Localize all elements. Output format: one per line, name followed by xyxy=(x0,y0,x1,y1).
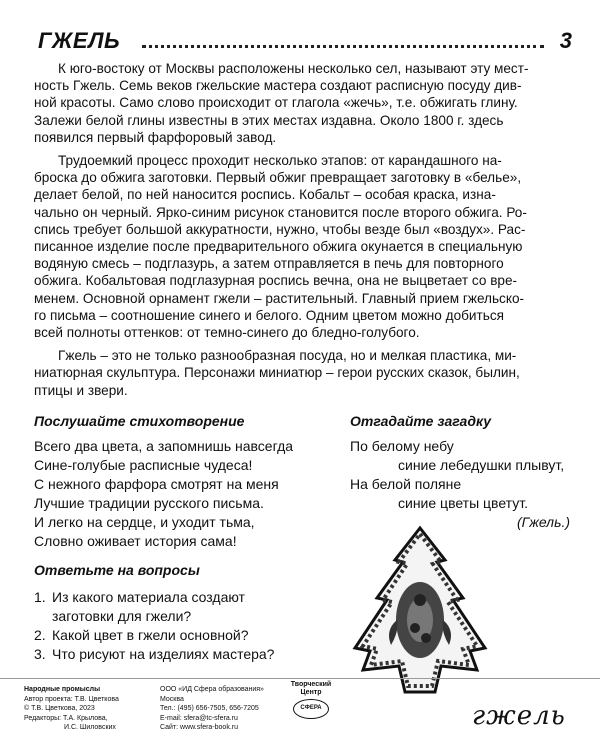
script-title: гжель xyxy=(472,701,566,731)
question-text xyxy=(52,588,245,626)
text-line: го письма – соотношение синего и белого. Одним цветом можно добиться xyxy=(34,307,504,323)
text-line: спись требует большой аккуратности, нужно, чтобы везде был «воздух». Рас- xyxy=(34,221,526,237)
footer-publisher xyxy=(160,685,264,733)
riddle-line: На белой поляне xyxy=(350,476,462,492)
page-title: ГЖЕЛЬ xyxy=(38,28,121,53)
question-line: Из какого материала создают xyxy=(52,589,245,605)
riddle-title: Отгадайте загадку xyxy=(350,413,492,429)
footer-line: E-mail: sfera@tc-sfera.ru xyxy=(160,714,238,722)
paragraph-2 xyxy=(34,152,570,341)
text-line: Гжель – это не только разнообразная посуда, но и мелкая пластика, ми- xyxy=(58,348,517,364)
footer-line: Сайт: www.sfera-book.ru xyxy=(160,724,238,731)
question-line: заготовки для гжели? xyxy=(52,608,192,624)
text-line: птицы и звери. xyxy=(34,382,128,398)
text-line: броска до обжига заготовки. Первый обжиг превращает заготовку в «белье», xyxy=(34,170,522,186)
logo-text: Творческий xyxy=(290,681,332,688)
riddle-line: синие лебедушки плывут, xyxy=(398,457,565,473)
text-line: К юго-востоку от Москвы расположены несколько сел, называют эту мест- xyxy=(58,61,529,76)
question-number: 2. xyxy=(34,627,46,643)
poem-line: С нежного фарфора смотрят на меня xyxy=(34,476,279,492)
questions-section xyxy=(34,561,334,664)
footer-line: ООО «ИД Сфера образования» xyxy=(160,686,264,693)
text-line: ной красоты. Само слово происходит от глагола «жечь», т.е. обжигать глину. xyxy=(34,95,518,111)
poem xyxy=(34,437,334,551)
flower-detail xyxy=(421,633,431,643)
flower-detail xyxy=(410,623,420,633)
riddle-line: По белому небу xyxy=(350,438,454,454)
text-line: чально он черный. Ярко-синим рисунок становится после второго обжига. Ро- xyxy=(34,204,527,220)
footer-line: © Т.В. Цветкова, 2023 xyxy=(24,705,95,712)
footer xyxy=(0,678,600,750)
page-header xyxy=(38,28,572,56)
text-line: Трудоемкий процесс проходит несколько этапов: от карандашного на- xyxy=(58,153,502,169)
poem-line: Сине-голубые расписные чудеса! xyxy=(34,457,253,473)
text-line: делает белой, по ней наносится роспись. Кобальт – особая краска, изна- xyxy=(34,187,496,203)
text-line: ниатюрная скульптура. Персонажи миниатюр – герои русских сказок, былин, xyxy=(34,365,520,381)
footer-line: Тел.: (495) 656-7505, 656-7205 xyxy=(160,705,259,712)
question-line: Что рисуют на изделиях мастера? xyxy=(52,646,275,662)
publisher-logo xyxy=(285,681,337,727)
footer-credits xyxy=(24,685,119,733)
text-line: водяную смесь – подглазурь, а затем отправляется в печь для повторного xyxy=(34,256,504,272)
footer-line: И.С. Шиловских xyxy=(64,724,116,731)
poem-line: Словно оживает история сама! xyxy=(34,533,237,549)
poem-line: И легко на сердце, и уходит тьма, xyxy=(34,514,255,530)
footer-line: Автор проекта: Т.В. Цветкова xyxy=(24,695,119,703)
poem-line: Лучшие традиции русского письма. xyxy=(34,495,264,511)
text-line: всей полноты оттенков: от темно-синего до бледно-голубого. xyxy=(34,325,420,341)
text-line: появился первый фарфоровый завод. xyxy=(34,129,277,145)
paragraph-1 xyxy=(34,60,570,146)
text-line: менем. Основной орнамент гжели – растительный. Главный прием гжельско- xyxy=(34,290,525,306)
page-number: 3 xyxy=(559,28,572,53)
left-column xyxy=(34,413,334,664)
text-line: Залежи белой глины известны в этих местах издавна. Около 1800 г. здесь xyxy=(34,112,504,128)
question-line: Какой цвет в гжели основной? xyxy=(52,627,249,643)
footer-line: Москва xyxy=(160,695,184,703)
questions-title: Ответьте на вопросы xyxy=(34,562,200,578)
poem-line: Всего два цвета, а запомнишь навсегда xyxy=(34,438,294,454)
question-item xyxy=(34,588,334,626)
poem-title: Послушайте стихотворение xyxy=(34,413,245,429)
question-item xyxy=(34,626,334,645)
riddle-answer: (Гжель.) xyxy=(516,514,570,530)
logo-text: Центр xyxy=(300,689,322,696)
logo-circle: СФЕРА xyxy=(293,699,329,719)
flower-detail xyxy=(414,594,426,606)
question-number: 1. xyxy=(34,589,46,605)
text-line: писанное изделие после предварительного обжига окунается в специальную xyxy=(34,239,523,255)
series-name: Народные промыслы xyxy=(24,686,101,693)
dotted-leader xyxy=(142,45,544,48)
riddle xyxy=(350,437,580,532)
text-line: ность Гжель. Семь веков гжельские мастера создают расписную посуду див- xyxy=(34,78,522,94)
article-body xyxy=(34,60,570,405)
riddle-line: синие цветы цветут. xyxy=(398,495,528,511)
gzhel-tree-dish-image xyxy=(345,520,495,700)
right-column xyxy=(350,413,580,532)
footer-line: Редакторы: Т.А. Крылова, xyxy=(24,714,108,722)
text-line: обжига. Кобальтовая подглазурная роспись вечна, она не выцветает со вре- xyxy=(34,273,518,289)
question-item xyxy=(34,645,334,664)
question-number: 3. xyxy=(34,646,46,662)
paragraph-3 xyxy=(34,347,570,399)
